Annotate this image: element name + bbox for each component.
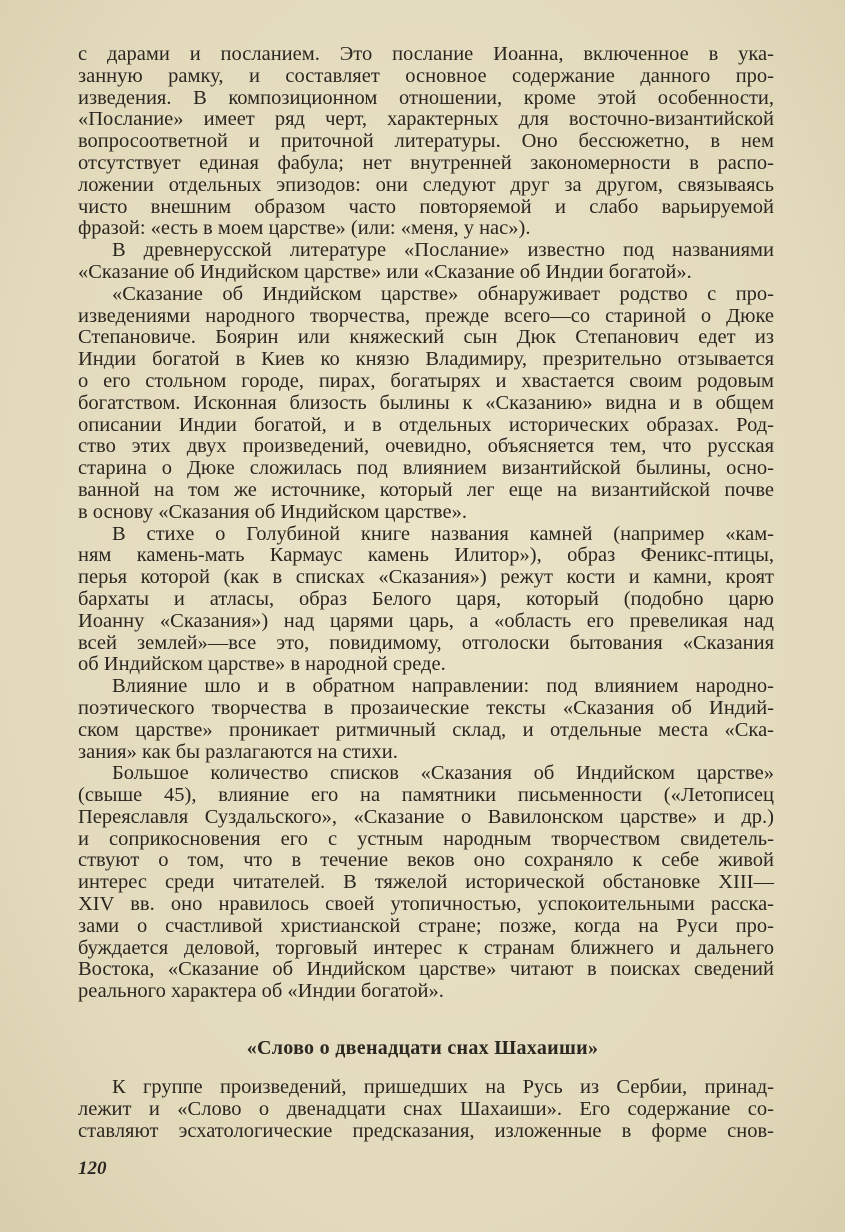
text-line: Влияние шло и в обратном направлении: под влиянием народно- bbox=[112, 675, 774, 698]
text-line: ложении отдельных эпизодов: они следуют друг за другом, связываясь bbox=[78, 173, 774, 196]
text-line: поэтического творчества в прозаические тексты «Сказания об Индий- bbox=[78, 696, 774, 719]
text-line: ставляют эсхатологические предсказания, изложенные в форме снов- bbox=[78, 1119, 774, 1142]
text-line: В стихе о Голубиной книге названия камней (например «кам- bbox=[112, 522, 774, 545]
text-line: зания» как бы разлагаются на стихи. bbox=[78, 740, 398, 763]
text-line: «Послание» имеет ряд черт, характерных для восточно-византийской bbox=[78, 108, 774, 131]
text-line: занную рамку, и составляет основное содержание данного про- bbox=[78, 64, 774, 87]
text-line: об Индийском царстве» в народной среде. bbox=[78, 653, 446, 676]
text-line: в основу «Сказания об Индийском царстве». bbox=[78, 500, 467, 523]
text-line: изведения. В композиционном отношении, кроме этой особенности, bbox=[78, 86, 774, 109]
text-line: старина о Дюке сложилась под влиянием византийской былины, осно- bbox=[78, 457, 774, 480]
text-line: В древнерусской литературе «Послание» известно под названиями bbox=[112, 239, 774, 262]
text-line: интерес среди читателей. В тяжелой исторической обстановке XIII— bbox=[78, 871, 774, 894]
text-line: отсутствует единая фабула; нет внутренней закономерности в распо- bbox=[78, 151, 774, 174]
text-line: ствуют о том, что в течение веков оно сохраняло к себе живой bbox=[78, 849, 774, 872]
paragraph bbox=[78, 676, 774, 763]
text-line: ванной на том же источнике, который лег еще на византийской почве bbox=[78, 478, 774, 501]
text-line: Иоанну «Сказания») над царями царь, а «область его превеликая над bbox=[78, 609, 774, 632]
text-line: перья которой (как в списках «Сказания») режут кости и камни, кроят bbox=[78, 566, 774, 589]
text-line: бархаты и атласы, образ Белого царя, который (подобно царю bbox=[78, 587, 774, 610]
text-line: Индии богатой в Киев ко князю Владимиру, презрительно отзывается bbox=[78, 348, 774, 371]
text-line: ням камень-мать Кармаус камень Илитор»), образ Феникс-птицы, bbox=[78, 544, 774, 567]
page-number: 120 bbox=[78, 1158, 107, 1179]
section-heading: «Слово о двенадцати снах Шахаиши» bbox=[246, 1037, 599, 1059]
text-line: всей землей»—все это, повидимому, отголоски бытования «Сказания bbox=[78, 631, 774, 654]
text-line: и соприкосновения его с устным народным творчеством свидетель- bbox=[78, 827, 774, 850]
text-line: зами о счастливой христианской стране; позже, когда на Руси про- bbox=[78, 914, 774, 937]
text-line: Востока, «Сказание об Индийском царстве» читают в поисках сведений bbox=[78, 958, 774, 981]
paragraph bbox=[78, 284, 774, 524]
text-line: вопросоответной и приточной литературы. Оно бессюжетно, в нем bbox=[78, 130, 774, 153]
text-line: (свыше 45), влияние его на памятники письменности («Летописец bbox=[78, 784, 774, 807]
text-line: фразой: «есть в моем царстве» (или: «меня, у нас»). bbox=[78, 217, 531, 240]
text-line: ском царстве» проникает ритмичный склад, и отдельные места «Ска- bbox=[78, 718, 774, 741]
text-line: реального характера об «Индии богатой». bbox=[78, 980, 444, 1003]
text-line: XIV вв. оно нравилось своей утопичностью, успокоительными расска- bbox=[78, 893, 774, 916]
text-line: с дарами и посланием. Это послание Иоанна, включенное в ука- bbox=[78, 43, 774, 65]
text-line: Большое количество списков «Сказания об Индийском царстве» bbox=[112, 762, 774, 785]
text-line: Переяславля Суздальского», «Сказание о Вавилонском царстве» и др.) bbox=[78, 805, 774, 828]
paragraph bbox=[78, 240, 774, 284]
body-text-section-1 bbox=[78, 44, 774, 1003]
paragraph bbox=[78, 44, 774, 240]
body-text-section-2 bbox=[78, 1077, 774, 1142]
text-line: «Сказание об Индийском царстве» или «Сказание об Индии богатой». bbox=[78, 260, 692, 283]
text-line: чисто внешним образом часто повторяемой и слабо варьируемой bbox=[78, 195, 774, 218]
text-line: Степановиче. Боярин или княжеский сын Дюк Степанович едет из bbox=[78, 326, 774, 349]
text-line: ство этих двух произведений, очевидно, объясняется тем, что русская bbox=[78, 435, 774, 458]
text-line: К группе произведений, пришедших на Русь из Сербии, принад- bbox=[112, 1076, 774, 1098]
text-line: богатством. Исконная близость былины к «Сказанию» видна и в общем bbox=[78, 391, 774, 414]
text-line: лежит и «Слово о двенадцати снах Шахаиши». Его содержание со- bbox=[78, 1097, 774, 1120]
text-line: «Сказание об Индийском царстве» обнаруживает родство с про- bbox=[112, 282, 774, 305]
text-line: описании Индии богатой, и в отдельных исторических образах. Род- bbox=[78, 413, 774, 436]
paragraph bbox=[78, 524, 774, 677]
paragraph bbox=[78, 763, 774, 1003]
text-line: о его стольном городе, пирах, богатырях и хвастается своим родовым bbox=[78, 369, 774, 392]
text-line: изведениями народного творчества, прежде всего—со стариной о Дюке bbox=[78, 304, 774, 327]
text-line: буждается деловой, торговый интерес к странам ближнего и дальнего bbox=[78, 936, 774, 959]
paragraph bbox=[78, 1077, 774, 1142]
